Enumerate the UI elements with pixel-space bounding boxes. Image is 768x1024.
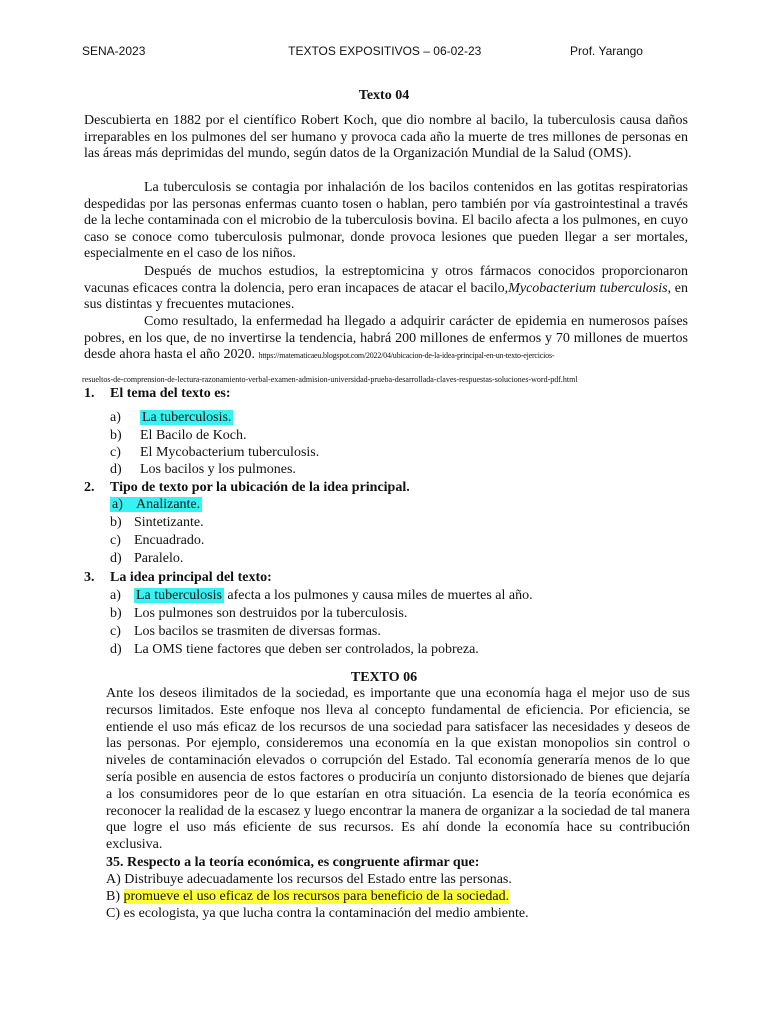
source-url-part-2[interactable]: resueltos-de-comprension-de-lectura-razonamiento-verbal-examen-admision-universidad-prueba-desarrollada-claves-respuestas-soluciones-word-pdf.html: [82, 375, 578, 384]
source-url-part-1[interactable]: https://matematicaeu.blogspot.com/2022/04/ubicacion-de-la-idea-principal-en-un-texto-ejercicios-: [258, 351, 555, 360]
q3-option-d[interactable]: [110, 642, 479, 658]
texto04-paragraph-3: [84, 264, 688, 314]
option-text: La OMS tiene factores que deben ser controlados, la pobreza.: [134, 642, 479, 657]
option-letter: c): [110, 445, 121, 460]
q2-option-b[interactable]: [110, 515, 204, 531]
option-letter: a): [110, 410, 121, 425]
option-letter: b): [110, 428, 122, 443]
texto06-title: TEXTO 06: [350, 670, 418, 685]
question-3-text: La idea principal del texto:: [110, 570, 272, 585]
question-2-text: Tipo de texto por la ubicación de la idea principal.: [110, 480, 410, 495]
option-text: El Mycobacterium tuberculosis.: [140, 445, 320, 460]
option-text: Los bacilos se trasmiten de diversas formas.: [134, 624, 381, 639]
texto04-paragraph-4: [84, 314, 688, 365]
option-text: afecta a los pulmones y causa miles de muertes al año.: [223, 588, 533, 603]
q3-option-b[interactable]: [110, 606, 407, 622]
q35-option-b[interactable]: [106, 889, 509, 905]
option-letter: b): [110, 606, 122, 621]
option-letter: c): [110, 533, 121, 548]
option-letter: c): [110, 624, 121, 639]
option-letter: b): [110, 515, 122, 530]
option-letter: a): [110, 588, 121, 603]
p3-text-a: Después de muchos estudios, la estreptomicina y otros fármacos conocidos proporcionaron vacunas eficaces contra la dolencia, pero eran incapaces de atacar el bacilo,: [84, 264, 688, 296]
page-header: [82, 44, 688, 58]
option-text: Sintetizante.: [134, 515, 204, 530]
question-1-number: 1.: [84, 386, 95, 401]
question-2: [84, 480, 410, 496]
option-letter: B): [106, 889, 124, 904]
texto04-title: Texto 04: [358, 88, 410, 103]
q3-option-a[interactable]: [110, 588, 533, 604]
question-3-number: 3.: [84, 570, 95, 585]
texto04-paragraph-2: La tuberculosis se contagia por inhalación de los bacilos contenidos en las gotitas respiratorias despedidas por las personas enfermas cuanto tosen o hablan, pero también por vía gastrointestinal a través de la leche contaminada con el microbio de la tuberculosis bovina. El bacilo afecta a los pulmones, en cuyo caso se conoce como tuberculosis pulmonar, donde provoca lesiones que pueden llegar a ser mortales, especialmente en el caso de los niños.: [84, 180, 688, 261]
header-title: TEXTOS EXPOSITIVOS – 06-02-23: [288, 44, 482, 58]
option-text-highlighted: La tuberculosis.: [142, 410, 232, 425]
q1-option-c[interactable]: [110, 445, 319, 461]
q2-option-d[interactable]: [110, 551, 183, 567]
option-highlighted: [110, 497, 202, 512]
option-text: Analizante.: [136, 497, 201, 512]
q2-option-a[interactable]: [110, 497, 202, 513]
p3-text-b: , en sus distintas y frecuentes mutaciones.: [84, 280, 688, 312]
q1-option-d[interactable]: [110, 462, 296, 478]
option-text: Los bacilos y los pulmones.: [140, 462, 296, 477]
question-3: [84, 570, 272, 586]
header-course: SENA-2023: [82, 44, 146, 58]
question-1-text: El tema del texto es:: [110, 386, 231, 401]
option-text: Encuadrado.: [134, 533, 205, 548]
q3-option-c[interactable]: [110, 624, 381, 640]
header-teacher: Prof. Yarango: [570, 44, 643, 58]
question-35: 35. Respecto a la teoría económica, es congruente afirmar que:: [106, 855, 480, 870]
option-text: Paralelo.: [134, 551, 184, 566]
option-text-highlighted: promueve el uso eficaz de los recursos para beneficio de la sociedad.: [123, 889, 510, 904]
q35-option-a[interactable]: A) Distribuye adecuadamente los recursos del Estado entre las personas.: [106, 872, 512, 887]
texto04-paragraph-1: Descubierta en 1882 por el científico Robert Koch, que dio nombre al bacilo, la tuberculosis causa daños irreparables en los pulmones del ser humano y provoca cada año la muerte de tres millones de personas en las áreas más deprimidas del mundo, según datos de la Organización Mundial de la Salud (OMS).: [84, 113, 688, 161]
option-letter: d): [110, 551, 122, 566]
option-letter: a): [112, 497, 123, 512]
option-letter: d): [110, 642, 122, 657]
option-text: Los pulmones son destruidos por la tuberculosis.: [134, 606, 408, 621]
p3-italic: Mycobacterium tuberculosis: [508, 280, 668, 296]
question-1: [84, 386, 231, 402]
option-text-highlighted: La tuberculosis: [136, 588, 222, 603]
q2-option-c[interactable]: [110, 533, 204, 549]
option-letter: d): [110, 462, 122, 477]
texto06-body: Ante los deseos ilimitados de la sociedad, es importante que una economía haga el mejor uso de sus recursos limitados. Este enfoque nos lleva al concepto fundamental de eficiencia. Por eficiencia, se entiende el uso más eficaz de los recursos de una sociedad para satisfacer las necesidades y deseos de las personas. Por ejemplo, consideremos una economía en la que existan monopolios sin control o niveles de contaminación elevados o corrupción del Estado. Tal economía generaría menos de lo que sería posible en ausencia de estos factores o produciría un conjunto distorsionado de bienes que dejaría a los consumidores peor de lo que estarían en otra situación. La esencia de la teoría económica es reconocer la realidad de la escasez y luego encontrar la manera de organizar a la sociedad de tal manera que logre el uso más eficiente de sus recursos. Es ahí donde la economía hace su contribución exclusiva.: [106, 686, 690, 853]
q1-option-a[interactable]: [110, 410, 233, 426]
q1-option-b[interactable]: [110, 428, 247, 444]
q35-option-c[interactable]: C) es ecologista, ya que lucha contra la contaminación del medio ambiente.: [106, 906, 529, 921]
question-2-number: 2.: [84, 480, 95, 495]
option-text: El Bacilo de Koch.: [140, 428, 247, 443]
p4-text: Como resultado, la enfermedad ha llegado a adquirir carácter de epidemia en numerosos países pobres, en los que, de no invertirse la tendencia, habrá 200 millones de enfermos y 70 millones de muertos desde ahora hasta el año 2020.: [84, 314, 688, 362]
